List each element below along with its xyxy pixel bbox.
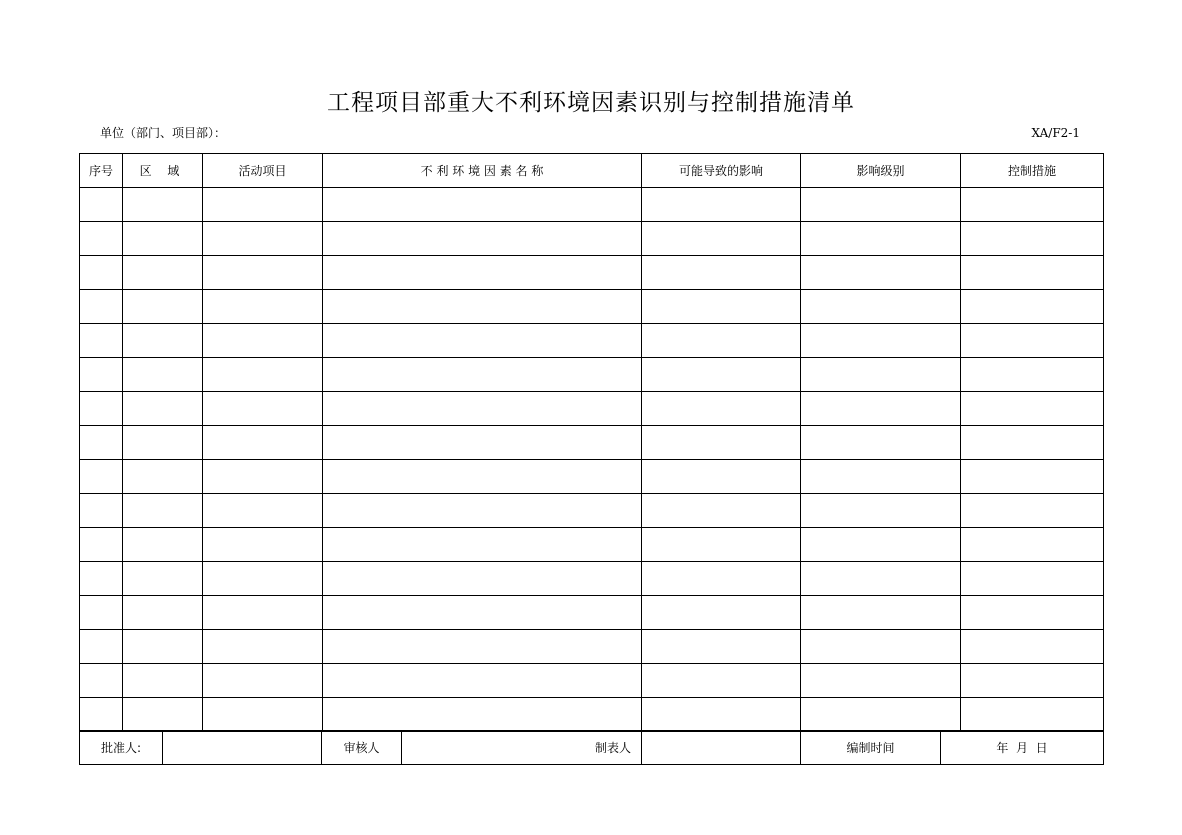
table-row [80, 664, 1104, 698]
table-cell[interactable] [801, 494, 961, 528]
preparer-label: 制表人 [594, 741, 631, 755]
form-title: 工程项目部重大不利环境因素识别与控制措施清单 [327, 90, 855, 116]
table-cell[interactable] [642, 426, 801, 460]
table-cell[interactable] [80, 664, 123, 698]
approver-field[interactable] [163, 731, 322, 765]
table-cell[interactable] [642, 630, 801, 664]
header-factor-name: 不 利 环 境 因 素 名 称 [323, 154, 642, 188]
table-cell[interactable] [961, 392, 1104, 426]
table-cell[interactable] [123, 188, 203, 222]
table-cell[interactable] [123, 392, 203, 426]
table-cell[interactable] [642, 664, 801, 698]
table-cell[interactable] [642, 596, 801, 630]
unit-label: 单位（部门、项目部）： [100, 126, 227, 140]
table-cell[interactable] [642, 290, 801, 324]
table-cell[interactable] [323, 494, 642, 528]
approver-label: 批准人: [80, 731, 163, 765]
table-cell[interactable] [80, 596, 123, 630]
date-label: 编制时间 [801, 731, 941, 765]
table-cell[interactable] [203, 392, 323, 426]
date-field[interactable]: 年 月 日 [941, 731, 1104, 765]
header-control: 控制措施 [961, 154, 1104, 188]
table-cell[interactable] [323, 256, 642, 290]
table-cell[interactable] [961, 256, 1104, 290]
table-row [80, 290, 1104, 324]
table-cell[interactable] [961, 290, 1104, 324]
table-cell[interactable] [642, 460, 801, 494]
table-cell[interactable] [203, 698, 323, 732]
table-cell[interactable] [801, 596, 961, 630]
table-body [80, 188, 1104, 732]
table-cell[interactable] [80, 324, 123, 358]
table-cell[interactable] [801, 324, 961, 358]
table-cell[interactable] [961, 596, 1104, 630]
table-row [80, 562, 1104, 596]
table-cell[interactable] [123, 426, 203, 460]
table-row [80, 698, 1104, 732]
table-cell[interactable] [323, 460, 642, 494]
table-cell[interactable] [123, 324, 203, 358]
table-cell[interactable] [961, 494, 1104, 528]
table-cell[interactable] [961, 630, 1104, 664]
table-row [80, 222, 1104, 256]
table-row [80, 358, 1104, 392]
table-cell[interactable] [123, 290, 203, 324]
table-row [80, 596, 1104, 630]
header-level: 影响级别 [801, 154, 961, 188]
table-cell[interactable] [323, 426, 642, 460]
table-cell[interactable] [123, 528, 203, 562]
table-cell[interactable] [123, 358, 203, 392]
table-cell[interactable] [323, 698, 642, 732]
table-cell[interactable] [642, 698, 801, 732]
table-cell[interactable] [80, 222, 123, 256]
table-cell[interactable] [80, 562, 123, 596]
signature-row [79, 730, 1104, 765]
table-cell[interactable] [961, 358, 1104, 392]
table-cell[interactable] [323, 392, 642, 426]
table-cell[interactable] [203, 528, 323, 562]
table-row [80, 528, 1104, 562]
table-cell[interactable] [123, 494, 203, 528]
table-cell[interactable] [323, 222, 642, 256]
table-cell[interactable] [642, 562, 801, 596]
table-cell[interactable] [801, 528, 961, 562]
table-row [80, 494, 1104, 528]
table-cell[interactable] [961, 664, 1104, 698]
table-row [80, 392, 1104, 426]
table-row [80, 256, 1104, 290]
table-cell[interactable] [801, 222, 961, 256]
table-cell[interactable] [323, 562, 642, 596]
table-cell[interactable] [80, 290, 123, 324]
table-cell[interactable] [123, 256, 203, 290]
table-cell[interactable] [801, 698, 961, 732]
table-cell[interactable] [642, 324, 801, 358]
table-cell[interactable] [203, 664, 323, 698]
table-cell[interactable] [961, 324, 1104, 358]
table-cell[interactable] [642, 494, 801, 528]
table-cell[interactable] [123, 596, 203, 630]
table-cell[interactable] [961, 562, 1104, 596]
table-cell[interactable] [961, 426, 1104, 460]
table-cell[interactable] [961, 698, 1104, 732]
table-cell[interactable] [203, 426, 323, 460]
table-cell[interactable] [203, 596, 323, 630]
table-cell[interactable] [80, 528, 123, 562]
table-cell[interactable] [801, 664, 961, 698]
table-cell[interactable] [80, 256, 123, 290]
table-cell[interactable] [642, 188, 801, 222]
table-cell[interactable] [801, 290, 961, 324]
table-cell[interactable] [203, 358, 323, 392]
table-cell[interactable] [323, 664, 642, 698]
table-cell[interactable] [801, 392, 961, 426]
table-row [80, 324, 1104, 358]
header-area: 区 域 [123, 154, 203, 188]
table-cell[interactable] [80, 392, 123, 426]
header-impact: 可能导致的影响 [642, 154, 801, 188]
header-index: 序号 [80, 154, 123, 188]
table-header-row [80, 154, 1104, 188]
table-row [80, 188, 1104, 222]
table-cell[interactable] [323, 358, 642, 392]
table-cell[interactable] [642, 256, 801, 290]
table-row [80, 426, 1104, 460]
table-cell[interactable] [80, 698, 123, 732]
table-cell[interactable] [961, 528, 1104, 562]
table-cell[interactable] [203, 562, 323, 596]
table-cell[interactable] [203, 290, 323, 324]
table-cell[interactable] [323, 528, 642, 562]
table-cell[interactable] [323, 290, 642, 324]
table-cell[interactable] [801, 256, 961, 290]
table-cell[interactable] [123, 664, 203, 698]
table-cell[interactable] [203, 630, 323, 664]
environment-factor-table [79, 153, 1104, 732]
table-cell[interactable] [642, 358, 801, 392]
table-cell[interactable] [203, 256, 323, 290]
form-code: XA/F2-1 [1031, 126, 1080, 140]
table-cell[interactable] [323, 188, 642, 222]
header-activity: 活动项目 [203, 154, 323, 188]
table-cell[interactable] [80, 358, 123, 392]
table-cell[interactable] [801, 460, 961, 494]
table-cell[interactable] [801, 562, 961, 596]
table-cell[interactable] [801, 358, 961, 392]
table-cell[interactable] [203, 188, 323, 222]
table-cell[interactable] [123, 222, 203, 256]
table-cell[interactable] [961, 188, 1104, 222]
table-cell[interactable] [203, 222, 323, 256]
table-cell[interactable] [123, 698, 203, 732]
reviewer-label: 审核人 [322, 731, 402, 765]
table-cell[interactable] [80, 460, 123, 494]
table-cell[interactable] [801, 188, 961, 222]
table-cell[interactable] [203, 324, 323, 358]
table-row [80, 630, 1104, 664]
table-cell[interactable] [80, 426, 123, 460]
table-cell[interactable] [323, 324, 642, 358]
table-cell[interactable] [123, 460, 203, 494]
reviewer-field[interactable] [402, 731, 642, 765]
table-cell[interactable] [642, 392, 801, 426]
table-cell[interactable] [123, 562, 203, 596]
table-cell[interactable] [123, 630, 203, 664]
table-cell[interactable] [642, 528, 801, 562]
table-cell[interactable] [961, 460, 1104, 494]
table-cell[interactable] [80, 494, 123, 528]
table-cell[interactable] [80, 630, 123, 664]
table-cell[interactable] [203, 460, 323, 494]
table-cell[interactable] [323, 630, 642, 664]
table-cell[interactable] [801, 630, 961, 664]
table-cell[interactable] [961, 222, 1104, 256]
table-row [80, 460, 1104, 494]
table-cell[interactable] [80, 188, 123, 222]
table-cell[interactable] [203, 494, 323, 528]
preparer-field[interactable] [642, 731, 801, 765]
table-cell[interactable] [642, 222, 801, 256]
table-cell[interactable] [801, 426, 961, 460]
table-cell[interactable] [323, 596, 642, 630]
